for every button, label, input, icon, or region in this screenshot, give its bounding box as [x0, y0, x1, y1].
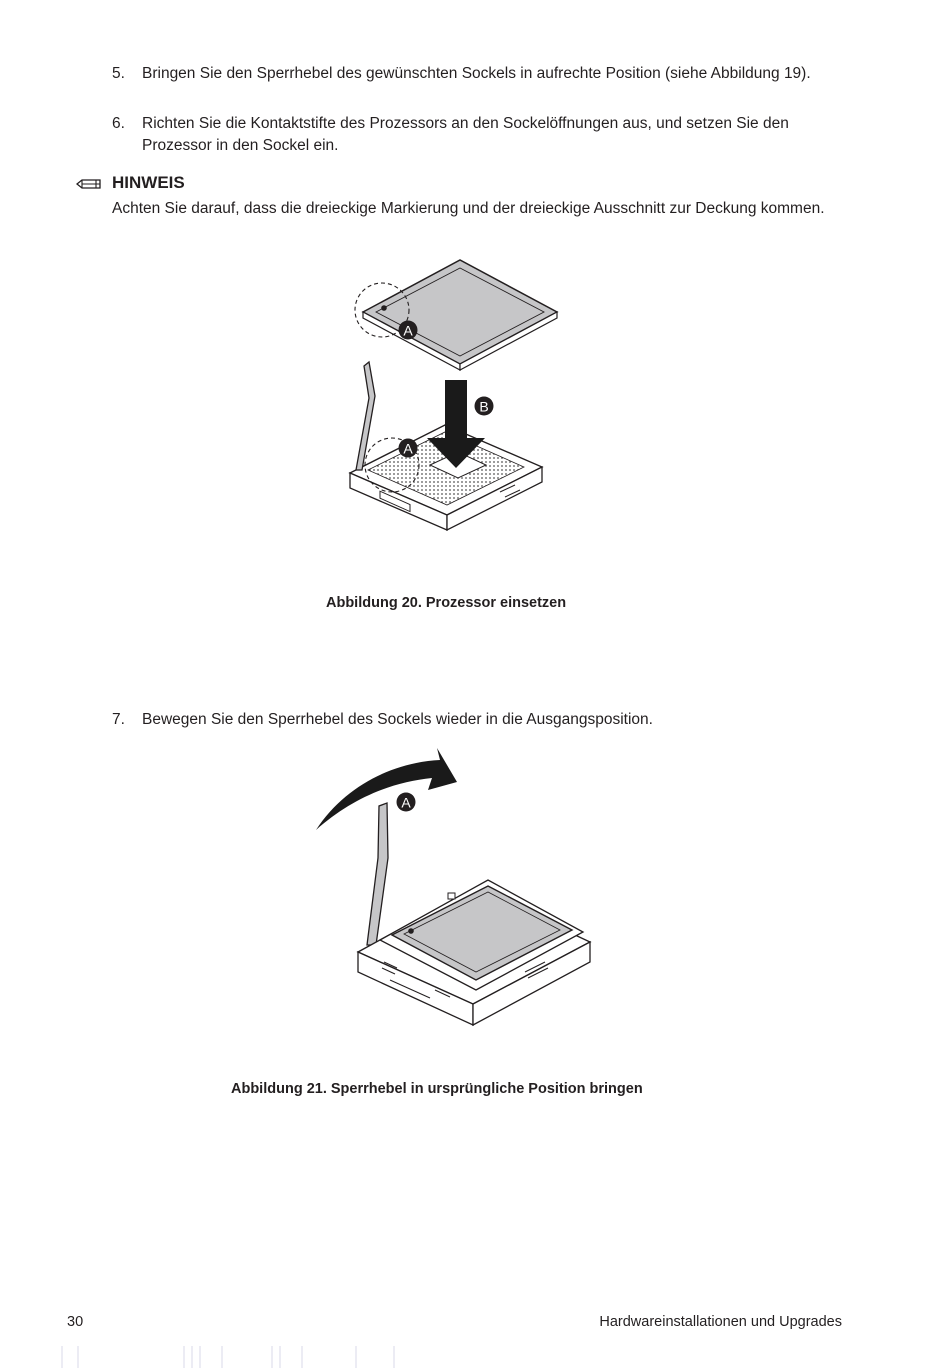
- callout-a: A: [403, 322, 413, 339]
- step-number: 7.: [112, 711, 125, 728]
- figure-20-illustration: [330, 250, 570, 540]
- callout-a: A: [401, 794, 411, 811]
- step-number: 6.: [112, 115, 125, 132]
- figure-21-illustration: [310, 740, 600, 1040]
- callout-a-socket: A: [403, 440, 413, 457]
- pencil-icon: [76, 177, 102, 191]
- note-heading: HINWEIS: [112, 173, 185, 192]
- footer-section-title: Hardwareinstallationen und Upgrades: [599, 1314, 842, 1330]
- callout-b: B: [479, 398, 489, 415]
- figure-20-caption: Abbildung 20. Prozessor einsetzen: [326, 595, 567, 611]
- scan-artifact-lines: [0, 1346, 950, 1369]
- note-text: Achten Sie darauf, dass die dreieckige Markierung und der dreieckige Ausschnitt zur Deckung kommen.: [112, 200, 825, 217]
- page-number: 30: [67, 1314, 84, 1330]
- step-text: Richten Sie die Kontaktstifte des Prozessors an den Sockelöffnungen aus, und setzen Sie den Prozessor in den Sockel ein.: [142, 115, 789, 154]
- step-number: 5.: [112, 65, 125, 82]
- figure-21-caption: Abbildung 21. Sperrhebel in ursprüngliche Position bringen: [231, 1081, 643, 1097]
- step-text: Bewegen Sie den Sperrhebel des Sockels wieder in die Ausgangsposition.: [142, 711, 653, 728]
- step-text: Bringen Sie den Sperrhebel des gewünschten Sockels in aufrechte Position (siehe Abbildung 19).: [142, 65, 811, 82]
